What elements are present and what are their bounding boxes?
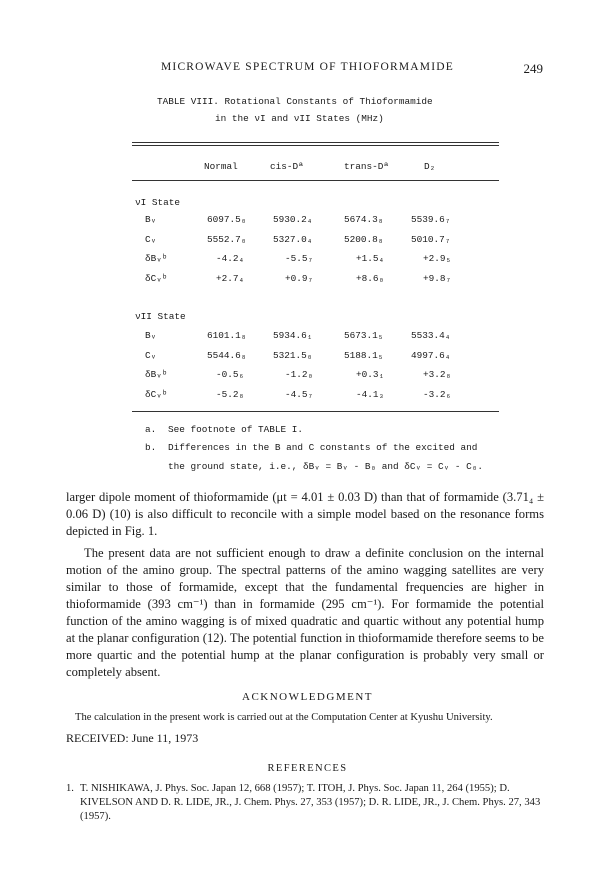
footnote-marker: a. [145,424,157,435]
footnote-text: See footnote of TABLE I. [168,424,304,435]
references-heading: REFERENCES [267,763,348,774]
column-header-trans-d: trans-Dª [344,161,390,172]
table-cell: -4.1₃ [356,389,385,400]
table-header-rule [132,180,499,181]
paragraph-text: The present data are not sufficient enough to draw a definite conclusion on the internal motion of the amino group. The spectral patterns of the amino wagging satellites are very similar to those of formamide, except that the fundamental frequencies are higher in thioformamide (393 cm⁻¹) than in formamide (295 cm⁻¹). For formamide the potential function of the amino wagging is of mixed quadratic and quartic without any potential hump at the planar configuration (12). The potential function in thioformamide therefore seems to be more quartic and the potential hump at the planar configuration is probably very small or completely absent. [66,546,544,679]
table-cell: 5188.1₅ [344,350,384,361]
body-paragraph-2 [66,545,544,681]
table-cell: 6097.5₀ [207,214,247,225]
paragraph-text: larger dipole moment of thioformamide (μt = 4.01 ± 0.03 D) than that of formamide (3.71₄ ± 0.06 D) (10) is also difficult to reconcile with a simple model based on the resonance forms depicted in Fig. 1. [66,490,544,538]
table-cell: 6101.1₈ [207,330,247,341]
table-cell: -1.2₀ [285,369,314,380]
table-cell: -0.5₆ [216,369,245,380]
acknowledgment-heading: ACKNOWLEDGMENT [242,691,373,703]
table-cell: +3.2₈ [423,369,452,380]
table-cell: +9.8₇ [423,273,452,284]
table-bottom-rule [132,411,499,412]
table-top-rule [132,142,499,143]
column-header-normal: Normal [204,161,238,172]
table-cell: 5930.2₄ [273,214,313,225]
body-paragraph-1 [66,489,544,540]
row-label: δBᵥᵇ [145,369,168,380]
table-cell: 5533.4₄ [411,330,451,341]
table-cell: 5539.6₇ [411,214,451,225]
row-label: Cᵥ [145,350,157,361]
table-cell: +0.3₁ [356,369,385,380]
row-label: δCᵥᵇ [145,389,168,400]
table-cell: 5321.5₀ [273,350,313,361]
table-cell: -5.5₇ [285,253,314,264]
running-title: MICROWAVE SPECTRUM OF THIOFORMAMIDE [160,61,454,73]
page-number: 249 [523,61,543,76]
table-cell: 4997.6₄ [411,350,451,361]
table-cell: +0.9₇ [285,273,314,284]
table-cell: +2.7₄ [216,273,245,284]
table-cell: 5674.3₈ [344,214,384,225]
row-label: δBᵥᵇ [145,253,168,264]
row-label: δCᵥᵇ [145,273,168,284]
table-cell: +1.5₄ [356,253,385,264]
table-cell: 5934.6₁ [273,330,313,341]
column-header-cis-d: cis-Dª [270,161,304,172]
running-head [0,61,615,81]
table-caption-subtitle: in the νI and νII States (MHz) [215,113,384,124]
row-label: Cᵥ [145,234,157,245]
row-label: Bᵥ [145,214,157,225]
section-label-nu-two: νII State [135,311,186,322]
row-label: Bᵥ [145,330,157,341]
section-label-nu-one: νI State [135,197,181,208]
table-cell: 5200.8₈ [344,234,384,245]
table-cell: -4.2₄ [216,253,245,264]
table-cell: 5327.0₄ [273,234,313,245]
table-cell: +8.6₀ [356,273,385,284]
received-date: RECEIVED: June 11, 1973 [66,731,199,745]
table-cell: -4.5₇ [285,389,314,400]
column-header-d2: D₂ [424,161,436,172]
reference-number: 1. [66,783,74,794]
table-cell: +2.9₅ [423,253,452,264]
table-cell: 5010.7₇ [411,234,451,245]
acknowledgment-text: The calculation in the present work is carried out at the Computation Center at Kyushu University. [75,712,493,723]
table-cell: -3.2₆ [423,389,452,400]
reference-text: T. NISHIKAWA, J. Phys. Soc. Japan 12, 668 (1957); T. ITOH, J. Phys. Soc. Japan 11, 264 (1955); D. KIVELSON AND D. R. LIDE, JR., J. Chem. Phys. 27, 353 (1957); D. R. LIDE, JR., J. Chem. Phys. 27, 343 (1957). [80,783,541,822]
table-cell: 5673.1₅ [344,330,384,341]
table-caption: TABLE VIII. Rotational Constants of Thioformamide [157,96,433,107]
table-top-rule-inner [132,145,499,146]
footnote-text: Differences in the B and C constants of the excited and [168,442,478,453]
table-cell: -5.2₈ [216,389,245,400]
footnote-marker: b. [145,442,157,453]
table-cell: 5544.6₈ [207,350,247,361]
footnote-text-continued: the ground state, i.e., δBᵥ = Bᵥ - B₀ and δCᵥ = Cᵥ - C₀. [168,461,484,472]
table-cell: 5552.7₀ [207,234,247,245]
